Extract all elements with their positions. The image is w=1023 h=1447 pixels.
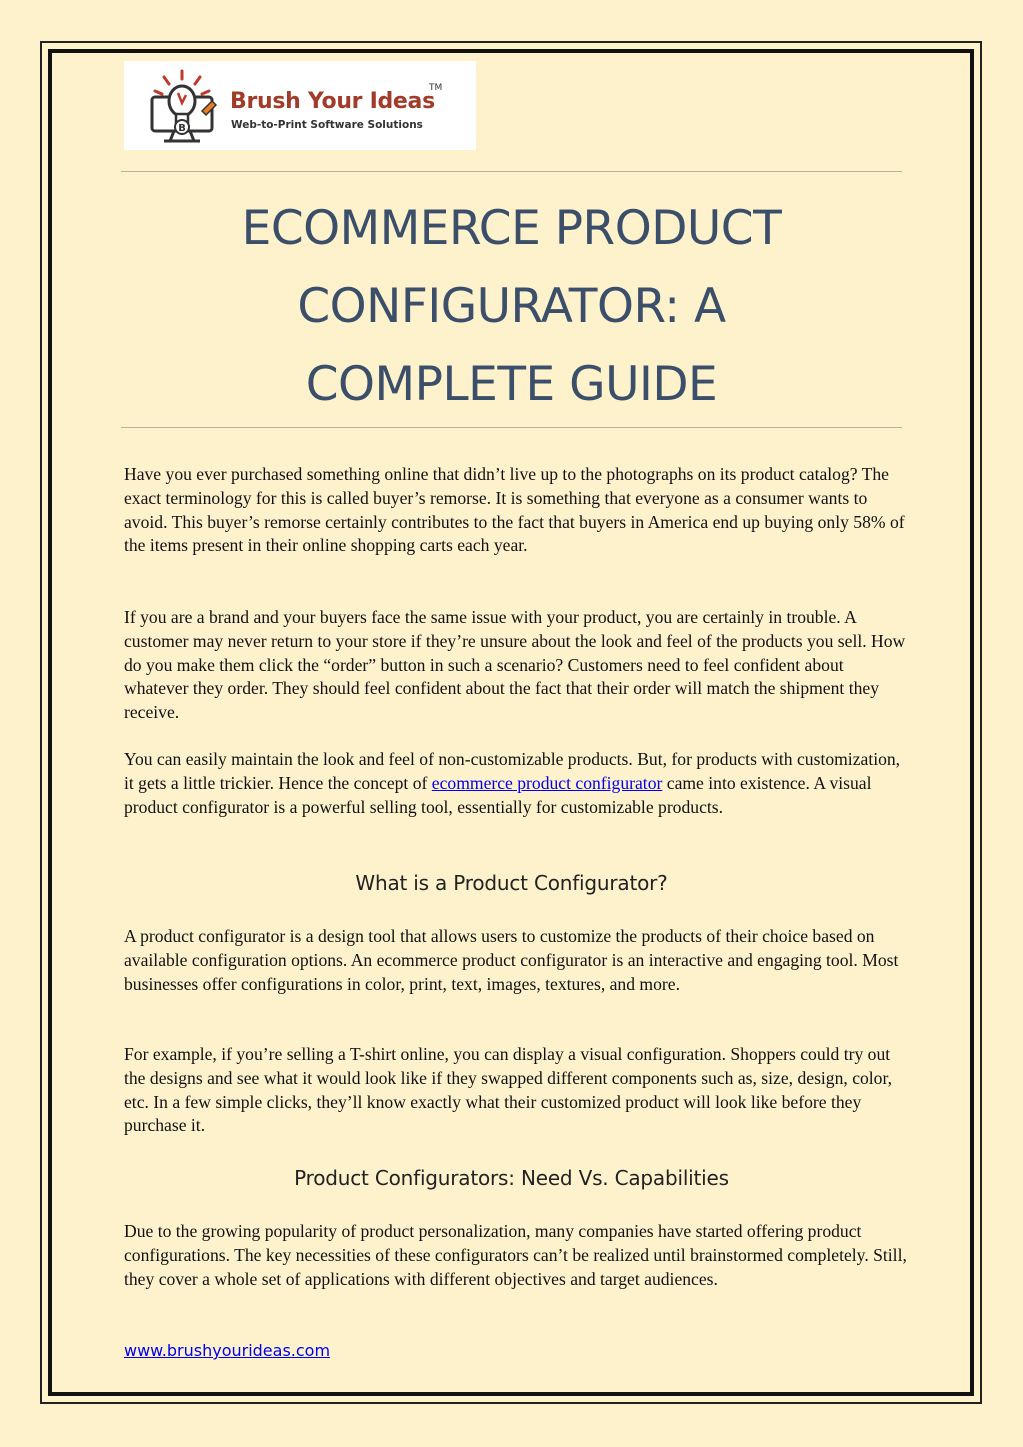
intro-paragraph-3 — [124, 748, 909, 819]
page-title-line-2: CONFIGURATOR: A — [297, 279, 726, 334]
intro-paragraph-2: If you are a brand and your buyers face the same issue with your product, you are certainly in trouble. A customer may never return to your store if they’re unsure about the look and feel of the products you sell. How do you make them click the “order” button in such a scenario? Customers need to feel confident about whatever they order. They should feel confident about the fact that their order will match the shipment they receive. — [124, 607, 906, 723]
svg-text:B: B — [178, 123, 186, 134]
title-divider-top — [121, 171, 902, 172]
website-link[interactable]: www.brushyourideas.com — [124, 1341, 331, 1360]
ecommerce-product-configurator-link[interactable]: ecommerce product configurator — [431, 772, 663, 793]
page-title-line-1: ECOMMERCE PRODUCT — [241, 201, 782, 256]
brand-tagline: Web-to-Print Software Solutions — [231, 119, 423, 131]
section2-paragraph-1: Due to the growing popularity of product personalization, many companies have started offering product configurations. The key necessities of these configurators can’t be realized until brainstormed completely. Still, they cover a whole set of applications with different objectives and target audiences. — [124, 1221, 907, 1289]
intro-paragraph-3-text-after: came into existence. A visual product configurator is a powerful selling tool, essentially for customizable products. — [124, 772, 872, 817]
brand-logo — [124, 61, 476, 150]
brand-name: Brush Your Ideas — [230, 89, 435, 114]
page-title-line-3: COMPLETE GUIDE — [305, 357, 718, 412]
page-title — [121, 190, 902, 424]
intro-paragraph-3-text-before: You can easily maintain the look and feel of non-customizable products. But, for products with customization, it gets a little trickier. Hence the concept of — [124, 749, 901, 793]
section-heading-what-is: What is a Product Configurator? — [355, 871, 668, 895]
intro-paragraph-1: Have you ever purchased something online that didn’t live up to the photographs on its product catalog? The exact terminology for this is called buyer’s remorse. It is something that everyone as a consumer wants to avoid. This buyer’s remorse certainly contributes to the fact that buyers in America end up buying only 58% of the items present in their online shopping carts each year. — [124, 464, 905, 556]
lightbulb-monitor-icon — [142, 67, 222, 145]
trademark-mark: TM — [429, 83, 443, 93]
title-divider-bottom — [121, 427, 902, 428]
section1-paragraph-2: For example, if you’re selling a T-shirt online, you can display a visual configuration. Shoppers could try out the designs and see what it would look like if they swapped different components such as, size, design, color, etc. In a few simple clicks, they’ll know exactly what their customized product will look like before they purchase it. — [124, 1044, 893, 1136]
section-heading-need-vs-capabilities: Product Configurators: Need Vs. Capabilities — [294, 1166, 729, 1190]
section1-paragraph-1: A product configurator is a design tool that allows users to customize the products of their choice based on available configuration options. An ecommerce product configurator is an interactive and engaging tool. Most businesses offer configurations in color, print, text, images, textures, and more. — [124, 926, 899, 994]
